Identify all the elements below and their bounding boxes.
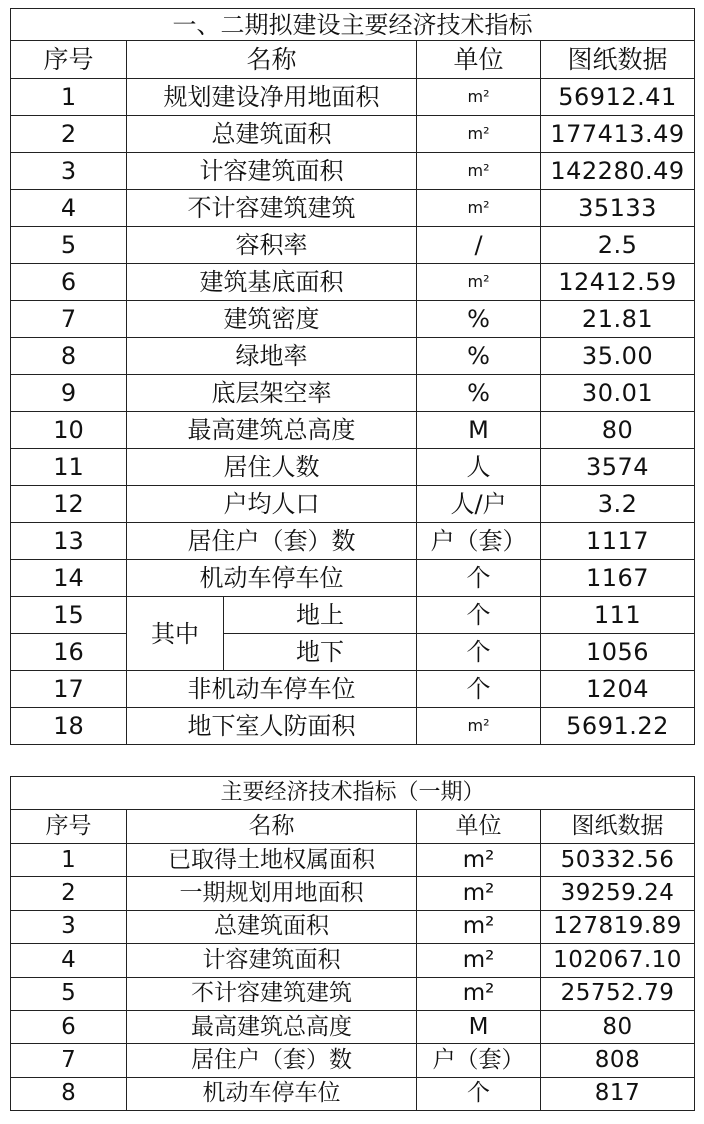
table-row <box>11 560 695 597</box>
row-unit: m² <box>417 944 541 977</box>
row-unit: % <box>417 301 541 338</box>
row-unit: 个 <box>417 597 541 634</box>
row-unit: 人 <box>417 449 541 486</box>
row-value: 102067.10 <box>541 944 695 977</box>
row-name: 机动车停车位 <box>127 1077 417 1110</box>
row-number: 6 <box>11 1010 127 1043</box>
row-number: 9 <box>11 375 127 412</box>
row-value: 3.2 <box>541 486 695 523</box>
row-name: 规划建设净用地面积 <box>127 79 417 116</box>
table-row <box>11 412 695 449</box>
row-name: 户均人口 <box>127 486 417 523</box>
row-unit: m² <box>417 844 541 877</box>
row-name: 计容建筑面积 <box>127 153 417 190</box>
row-unit: m² <box>417 708 541 745</box>
row-unit: 户（套） <box>417 1044 541 1077</box>
header-no: 序号 <box>11 810 127 844</box>
row-number: 5 <box>11 227 127 264</box>
header-name: 名称 <box>127 810 417 844</box>
table-row <box>11 1077 695 1110</box>
row-number: 11 <box>11 449 127 486</box>
row-name: 建筑密度 <box>127 301 417 338</box>
row-value: 56912.41 <box>541 79 695 116</box>
row-name: 不计容建筑建筑 <box>127 190 417 227</box>
row-number: 10 <box>11 412 127 449</box>
row-unit: 个 <box>417 634 541 671</box>
row-name: 非机动车停车位 <box>127 671 417 708</box>
row-number: 1 <box>11 79 127 116</box>
table-row <box>11 671 695 708</box>
row-name: 地下 <box>224 634 417 671</box>
row-number: 1 <box>11 844 127 877</box>
row-value: 35.00 <box>541 338 695 375</box>
row-name: 地上 <box>224 597 417 634</box>
row-unit: M <box>417 412 541 449</box>
table-row <box>11 844 695 877</box>
row-unit: 户（套） <box>417 523 541 560</box>
row-number: 17 <box>11 671 127 708</box>
row-unit: 个 <box>417 560 541 597</box>
row-unit: m² <box>417 79 541 116</box>
row-number: 16 <box>11 634 127 671</box>
row-number: 6 <box>11 264 127 301</box>
row-value: 12412.59 <box>541 264 695 301</box>
row-value: 3574 <box>541 449 695 486</box>
row-unit: 个 <box>417 671 541 708</box>
header-value: 图纸数据 <box>541 810 695 844</box>
table-row <box>11 944 695 977</box>
row-name: 总建筑面积 <box>127 910 417 943</box>
row-unit: % <box>417 338 541 375</box>
row-name: 最高建筑总高度 <box>127 412 417 449</box>
row-value: 817 <box>541 1077 695 1110</box>
row-name: 居住户（套）数 <box>127 523 417 560</box>
row-value: 80 <box>541 1010 695 1043</box>
table-row <box>11 523 695 560</box>
row-number: 4 <box>11 944 127 977</box>
row-name: 已取得土地权属面积 <box>127 844 417 877</box>
row-number: 12 <box>11 486 127 523</box>
row-unit: 人/户 <box>417 486 541 523</box>
table-row <box>11 708 695 745</box>
row-name: 最高建筑总高度 <box>127 1010 417 1043</box>
row-unit: % <box>417 375 541 412</box>
row-number: 7 <box>11 1044 127 1077</box>
row-value: 1056 <box>541 634 695 671</box>
row-value: 25752.79 <box>541 977 695 1010</box>
row-name: 不计容建筑建筑 <box>127 977 417 1010</box>
row-number: 13 <box>11 523 127 560</box>
row-name: 一期规划用地面积 <box>127 877 417 910</box>
row-unit: m² <box>417 153 541 190</box>
row-number: 15 <box>11 597 127 634</box>
table-row <box>11 910 695 943</box>
row-number: 18 <box>11 708 127 745</box>
header-unit: 单位 <box>417 810 541 844</box>
row-number: 7 <box>11 301 127 338</box>
row-number: 2 <box>11 877 127 910</box>
row-value: 30.01 <box>541 375 695 412</box>
table-row <box>11 116 695 153</box>
table-row <box>11 79 695 116</box>
row-value: 35133 <box>541 190 695 227</box>
header-name: 名称 <box>127 41 417 79</box>
table-row <box>11 227 695 264</box>
row-number: 3 <box>11 153 127 190</box>
table-row <box>11 597 695 634</box>
row-value: 5691.22 <box>541 708 695 745</box>
table-row <box>11 1010 695 1043</box>
row-number: 14 <box>11 560 127 597</box>
row-name: 绿地率 <box>127 338 417 375</box>
row-value: 50332.56 <box>541 844 695 877</box>
row-name: 计容建筑面积 <box>127 944 417 977</box>
row-name: 地下室人防面积 <box>127 708 417 745</box>
table-row <box>11 977 695 1010</box>
row-name: 居住户（套）数 <box>127 1044 417 1077</box>
table-row <box>11 1044 695 1077</box>
row-name: 容积率 <box>127 227 417 264</box>
table-title: 一、二期拟建设主要经济技术指标 <box>11 9 695 41</box>
row-unit: m² <box>417 116 541 153</box>
row-value: 21.81 <box>541 301 695 338</box>
header-value: 图纸数据 <box>541 41 695 79</box>
row-unit: 个 <box>417 1077 541 1110</box>
row-number: 4 <box>11 190 127 227</box>
group-label: 其中 <box>127 597 224 671</box>
header-row <box>11 810 695 844</box>
row-value: 1167 <box>541 560 695 597</box>
row-value: 80 <box>541 412 695 449</box>
row-value: 142280.49 <box>541 153 695 190</box>
row-value: 111 <box>541 597 695 634</box>
table-row <box>11 877 695 910</box>
row-unit: m² <box>417 977 541 1010</box>
row-value: 2.5 <box>541 227 695 264</box>
row-unit: m² <box>417 190 541 227</box>
row-number: 2 <box>11 116 127 153</box>
table-row <box>11 634 695 671</box>
row-name: 底层架空率 <box>127 375 417 412</box>
row-value: 1117 <box>541 523 695 560</box>
row-name: 居住人数 <box>127 449 417 486</box>
phase-1-2-indicators-table <box>10 8 695 745</box>
header-no: 序号 <box>11 41 127 79</box>
row-value: 39259.24 <box>541 877 695 910</box>
row-value: 177413.49 <box>541 116 695 153</box>
row-unit: m² <box>417 910 541 943</box>
row-value: 1204 <box>541 671 695 708</box>
row-number: 8 <box>11 338 127 375</box>
table-row <box>11 153 695 190</box>
row-unit: M <box>417 1010 541 1043</box>
table-row <box>11 301 695 338</box>
row-number: 3 <box>11 910 127 943</box>
row-name: 总建筑面积 <box>127 116 417 153</box>
header-row <box>11 41 695 79</box>
row-number: 5 <box>11 977 127 1010</box>
row-number: 8 <box>11 1077 127 1110</box>
header-unit: 单位 <box>417 41 541 79</box>
row-unit: / <box>417 227 541 264</box>
row-name: 建筑基底面积 <box>127 264 417 301</box>
table-title: 主要经济技术指标（一期） <box>11 777 695 810</box>
row-name: 机动车停车位 <box>127 560 417 597</box>
row-unit: m² <box>417 264 541 301</box>
table-row <box>11 375 695 412</box>
row-value: 808 <box>541 1044 695 1077</box>
row-value: 127819.89 <box>541 910 695 943</box>
phase-1-indicators-table <box>10 776 695 1111</box>
row-unit: m² <box>417 877 541 910</box>
table-row <box>11 190 695 227</box>
table-row <box>11 486 695 523</box>
table-row <box>11 264 695 301</box>
table-row <box>11 449 695 486</box>
table-row <box>11 338 695 375</box>
